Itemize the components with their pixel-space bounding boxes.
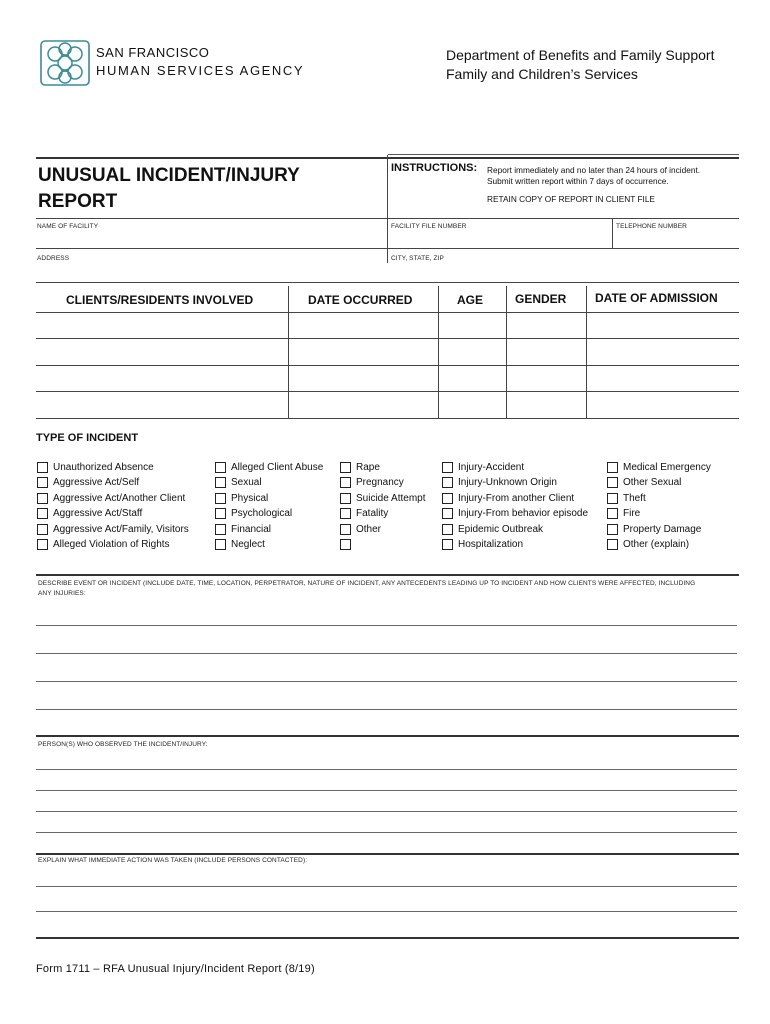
incident-option[interactable] <box>37 491 189 505</box>
checkbox[interactable] <box>607 477 618 488</box>
header-age: AGE <box>457 293 484 307</box>
checkbox[interactable] <box>442 462 453 473</box>
instruction-1: Report immediately and no later than 24 hours of incident. <box>487 165 701 175</box>
action-line[interactable] <box>36 886 737 887</box>
header-date-of-admission: DATE OF ADMISSION <box>595 291 718 305</box>
option-label: Neglect <box>231 539 265 550</box>
describe-top-rule <box>36 574 739 576</box>
incident-option[interactable] <box>607 522 711 536</box>
incident-option[interactable] <box>37 460 189 474</box>
incident-option[interactable] <box>442 522 588 536</box>
checkbox[interactable] <box>607 524 618 535</box>
row-rule-2 <box>36 248 739 249</box>
checkbox[interactable] <box>215 539 226 550</box>
incident-option[interactable] <box>340 491 425 505</box>
option-label: Alleged Client Abuse <box>231 461 324 473</box>
form-footer: Form 1711 – RFA Unusual Injury/Incident Report (8/19) <box>36 963 315 975</box>
checkbox[interactable] <box>215 493 226 504</box>
clients-table <box>36 286 739 419</box>
option-label: Property Damage <box>623 523 702 535</box>
incident-column-1 <box>37 460 189 552</box>
observed-line[interactable] <box>36 769 737 770</box>
option-label: Aggressive Act/Another Client <box>53 492 186 504</box>
option-label: Other Sexual <box>623 477 682 488</box>
incident-option[interactable] <box>607 491 711 505</box>
describe-line[interactable] <box>36 625 737 626</box>
option-label: Suicide Attempt <box>356 492 426 504</box>
form-title-line1: UNUSUAL INCIDENT/INJURY <box>38 165 300 186</box>
agency-name-line1: SAN FRANCISCO <box>96 45 210 60</box>
observed-line[interactable] <box>36 811 737 812</box>
checkbox[interactable] <box>442 508 453 519</box>
checkbox[interactable] <box>37 493 48 504</box>
action-bottom-rule <box>36 937 739 939</box>
instructions-top-rule <box>388 154 739 155</box>
checkbox[interactable] <box>340 462 351 473</box>
describe-label-line2: ANY INJURIES: <box>38 590 86 597</box>
incident-option[interactable] <box>215 522 323 536</box>
agency-name-line2: HUMAN SERVICES AGENCY <box>96 63 305 78</box>
checkbox[interactable] <box>37 462 48 473</box>
checkbox[interactable] <box>37 524 48 535</box>
describe-line[interactable] <box>36 681 737 682</box>
checkbox[interactable] <box>37 539 48 550</box>
checkbox[interactable] <box>340 477 351 488</box>
checkbox[interactable] <box>607 508 618 519</box>
describe-line[interactable] <box>36 709 737 710</box>
telephone-divider <box>612 218 613 248</box>
action-top-rule <box>36 853 739 855</box>
agency-logo <box>40 40 90 86</box>
checkbox[interactable] <box>607 493 618 504</box>
incident-option[interactable] <box>215 460 323 474</box>
incident-option[interactable] <box>215 476 323 490</box>
incident-option[interactable] <box>607 538 711 552</box>
checkbox[interactable] <box>215 524 226 535</box>
instruction-3: RETAIN COPY OF REPORT IN CLIENT FILE <box>487 194 655 204</box>
incident-option[interactable] <box>340 476 425 490</box>
incident-option[interactable] <box>442 491 588 505</box>
checkbox[interactable] <box>442 493 453 504</box>
incident-option[interactable] <box>442 476 588 490</box>
header-clients-involved: CLIENTS/RESIDENTS INVOLVED <box>66 293 254 307</box>
instructions-label: INSTRUCTIONS: <box>391 162 478 174</box>
option-label: Injury-Accident <box>458 461 525 473</box>
checkbox[interactable] <box>607 539 618 550</box>
option-label: Epidemic Outbreak <box>458 523 544 535</box>
option-label: Rape <box>356 461 380 473</box>
department-line2: Family and Children’s Services <box>446 66 638 82</box>
option-label: Financial <box>231 523 272 535</box>
option-label: Theft <box>623 492 646 504</box>
option-label: Fatality <box>356 508 389 519</box>
option-label: Injury-Unknown Origin <box>458 477 557 488</box>
department-line1: Department of Benefits and Family Support <box>446 47 715 63</box>
telephone-number-label: TELEPHONE NUMBER <box>616 223 687 230</box>
option-label: Sexual <box>231 477 262 488</box>
checkbox[interactable] <box>37 477 48 488</box>
checkbox[interactable] <box>442 477 453 488</box>
incident-option-blank[interactable] <box>340 538 425 552</box>
incident-option[interactable] <box>607 507 711 521</box>
option-label: Injury-From another Client <box>458 492 575 504</box>
checkbox[interactable] <box>607 462 618 473</box>
option-label: Medical Emergency <box>623 461 711 473</box>
instruction-2: Submit written report within 7 days of occurrence. <box>487 176 669 186</box>
incident-option[interactable] <box>442 538 588 552</box>
address-label: ADDRESS <box>37 255 70 262</box>
action-label: EXPLAIN WHAT IMMEDIATE ACTION WAS TAKEN (INCLUDE PERSONS CONTACTED): <box>38 857 308 864</box>
header-date-occurred: DATE OCCURRED <box>308 293 413 307</box>
option-label: Pregnancy <box>356 477 404 488</box>
checkbox[interactable] <box>340 508 351 519</box>
incident-option[interactable] <box>37 507 189 521</box>
incident-option[interactable] <box>37 476 189 490</box>
incident-option[interactable] <box>37 538 189 552</box>
describe-line[interactable] <box>36 653 737 654</box>
incident-column-2 <box>215 460 323 552</box>
option-label: Unauthorized Absence <box>53 461 154 473</box>
header-gender: GENDER <box>515 292 567 306</box>
option-label: Aggressive Act/Family, Visitors <box>53 523 189 535</box>
option-label: Other (explain) <box>623 539 690 550</box>
option-label: Alleged Violation of Rights <box>53 539 170 550</box>
checkbox[interactable] <box>215 477 226 488</box>
city-state-zip-label: CITY, STATE, ZIP <box>391 255 444 262</box>
checkbox[interactable] <box>215 508 226 519</box>
option-label: Aggressive Act/Staff <box>53 508 143 519</box>
option-label: Hospitalization <box>458 539 524 550</box>
checkbox[interactable] <box>442 539 453 550</box>
observed-line[interactable] <box>36 790 737 791</box>
incident-option[interactable] <box>215 507 323 521</box>
checkbox[interactable] <box>340 539 351 550</box>
checkbox[interactable] <box>37 508 48 519</box>
checkbox[interactable] <box>442 524 453 535</box>
option-label: Aggressive Act/Self <box>53 477 140 488</box>
form-title-line2: REPORT <box>38 191 118 212</box>
option-label: Psychological <box>231 508 293 519</box>
observed-line[interactable] <box>36 832 737 833</box>
incident-option[interactable] <box>607 460 711 474</box>
incident-option[interactable] <box>607 476 711 490</box>
incident-option[interactable] <box>215 491 323 505</box>
incident-option[interactable] <box>442 460 588 474</box>
incident-option[interactable] <box>340 507 425 521</box>
incident-column-4 <box>442 460 588 552</box>
title-divider <box>387 155 388 263</box>
type-of-incident-heading: TYPE OF INCIDENT <box>36 432 139 444</box>
incident-option[interactable] <box>340 522 425 536</box>
name-of-facility-label: NAME OF FACILITY <box>37 223 99 230</box>
facility-file-number-label: FACILITY FILE NUMBER <box>391 223 467 230</box>
option-label: Other <box>356 523 382 535</box>
observed-label: PERSON(S) WHO OBSERVED THE INCIDENT/INJURY: <box>38 741 208 748</box>
checkbox[interactable] <box>340 524 351 535</box>
incident-option[interactable] <box>442 507 588 521</box>
checkbox[interactable] <box>215 462 226 473</box>
checkbox[interactable] <box>340 493 351 504</box>
action-line[interactable] <box>36 911 737 912</box>
incident-option[interactable] <box>215 538 323 552</box>
incident-column-3 <box>340 460 425 552</box>
incident-option[interactable] <box>340 460 425 474</box>
incident-column-5 <box>607 460 711 552</box>
row-rule-3 <box>36 282 739 283</box>
observed-top-rule <box>36 735 739 737</box>
option-label: Injury-From behavior episode <box>458 508 589 519</box>
option-label: Fire <box>623 508 641 519</box>
incident-option[interactable] <box>37 522 189 536</box>
option-label: Physical <box>231 492 269 504</box>
row-rule-1 <box>36 218 739 219</box>
describe-label-line1: DESCRIBE EVENT OR INCIDENT (INCLUDE DATE, TIME, LOCATION, PERPETRATOR, NATURE OF INCIDENT, ANY ANTECEDENTS LEADING UP TO INCIDENT AND HOW CLIENTS WERE AFFECTED, INCLUDING <box>38 580 696 587</box>
